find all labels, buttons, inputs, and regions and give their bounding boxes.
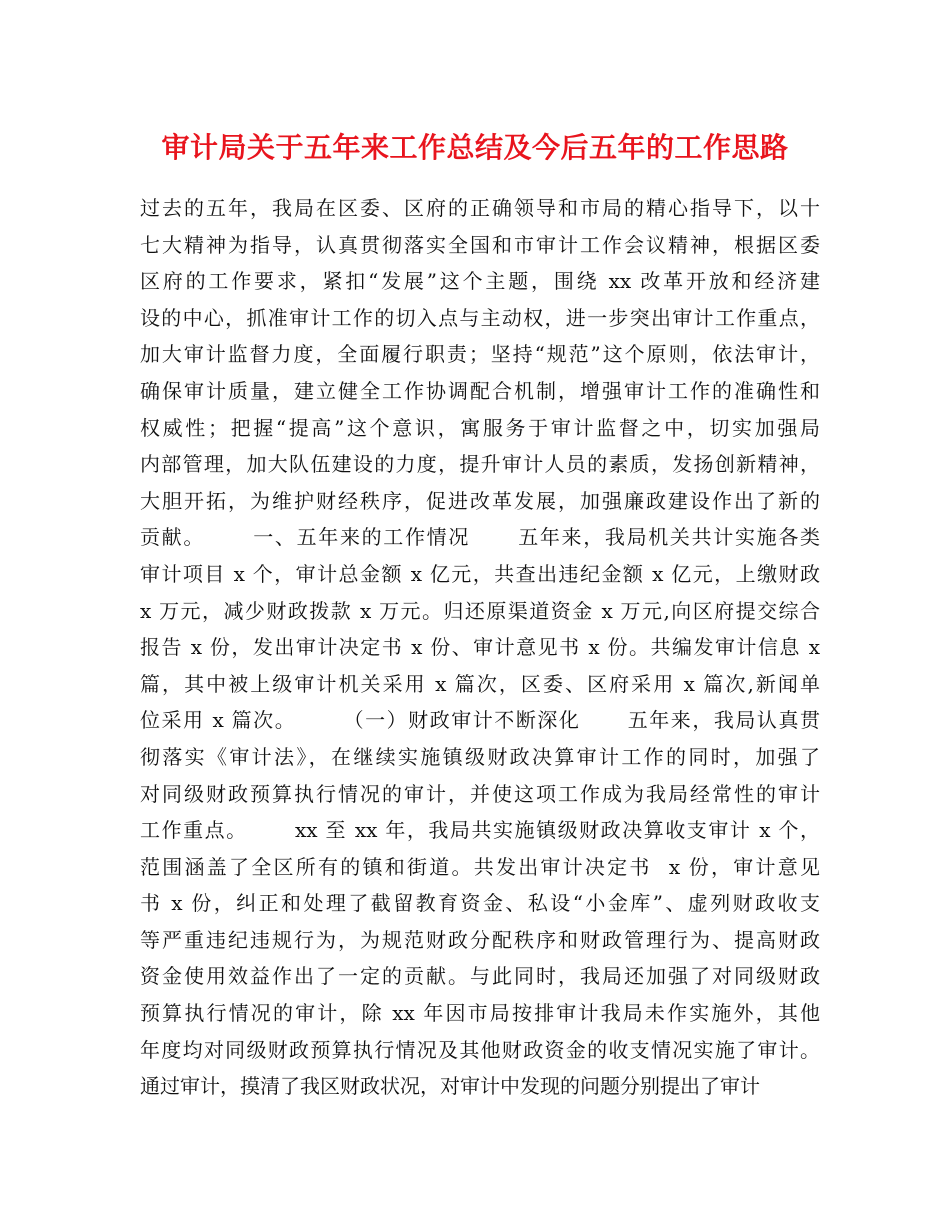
- body-line: 区府的工作要求，紧扣“发展”这个主题，围绕 xx 改革开放和经济建: [140, 269, 820, 294]
- body-line: x 万元，减少财政拨款 x 万元。归还原渠道资金 x 万元,向区府提交综合: [140, 598, 820, 623]
- body-line: 七大精神为指导，认真贯彻落实全国和市审计工作会议精神，根据区委: [140, 232, 820, 257]
- body-line: 审计项目 x 个，审计总金额 x 亿元，共查出违纪金额 x 亿元，上缴财政: [140, 561, 820, 586]
- body-line: 内部管理，加大队伍建设的力度，提升审计人员的素质，发扬创新精神，: [140, 452, 820, 477]
- body-line: 等严重违纪违规行为，为规范财政分配秩序和财政管理行为、提高财政: [140, 927, 820, 952]
- body-line: 加大审计监督力度，全面履行职责；坚持“规范”这个原则，依法审计，: [140, 342, 820, 367]
- document-body: [140, 190, 820, 1105]
- body-line: 确保审计质量，建立健全工作协调配合机制，增强审计工作的准确性和: [140, 378, 820, 403]
- body-line: 贡献。 一、五年来的工作情况 五年来，我局机关共计实施各类: [140, 525, 820, 550]
- body-line: 篇，其中被上级审计机关采用 x 篇次，区委、区府采用 x 篇次,新闻单: [140, 671, 820, 696]
- body-line: 对同级财政预算执行情况的审计，并使这项工作成为我局经常性的审计: [140, 781, 820, 806]
- body-line: 大胆开拓，为维护财经秩序，促进改革发展，加强廉政建设作出了新的: [140, 488, 820, 513]
- body-line: 通过审计，摸清了我区财政状况，对审计中发现的问题分别提出了审计: [140, 1074, 760, 1099]
- body-line: 工作重点。 xx 至 xx 年，我局共实施镇级财政决算收支审计 x 个，: [140, 818, 820, 843]
- body-line: 设的中心，抓准审计工作的切入点与主动权，进一步突出审计工作重点，: [140, 305, 820, 330]
- body-line: 权威性；把握“提高”这个意识，寓服务于审计监督之中，切实加强局: [140, 415, 820, 440]
- body-line: 位采用 x 篇次。 （一）财政审计不断深化 五年来，我局认真贯: [140, 708, 820, 733]
- body-line: 年度均对同级财政预算执行情况及其他财政资金的收支情况实施了审计。: [140, 1037, 820, 1062]
- body-line: 书 x 份，纠正和处理了截留教育资金、私设“小金库”、虚列财政收支: [140, 891, 820, 916]
- body-line: 资金使用效益作出了一定的贡献。与此同时，我局还加强了对同级财政: [140, 964, 820, 989]
- body-line: 彻落实《审计法》，在继续实施镇级财政决算审计工作的同时，加强了: [140, 744, 820, 769]
- body-line: 预算执行情况的审计，除 xx 年因市局按排审计我局未作实施外，其他: [140, 1001, 820, 1026]
- document-title: 审计局关于五年来工作总结及今后五年的工作思路: [161, 131, 789, 164]
- body-line: 报告 x 份，发出审计决定书 x 份、审计意见书 x 份。共编发审计信息 x: [140, 635, 820, 660]
- body-line: 范围涵盖了全区所有的镇和街道。共发出审计决定书 x 份，审计意见: [140, 854, 820, 879]
- body-line: 过去的五年，我局在区委、区府的正确领导和市局的精心指导下，以十: [140, 196, 820, 220]
